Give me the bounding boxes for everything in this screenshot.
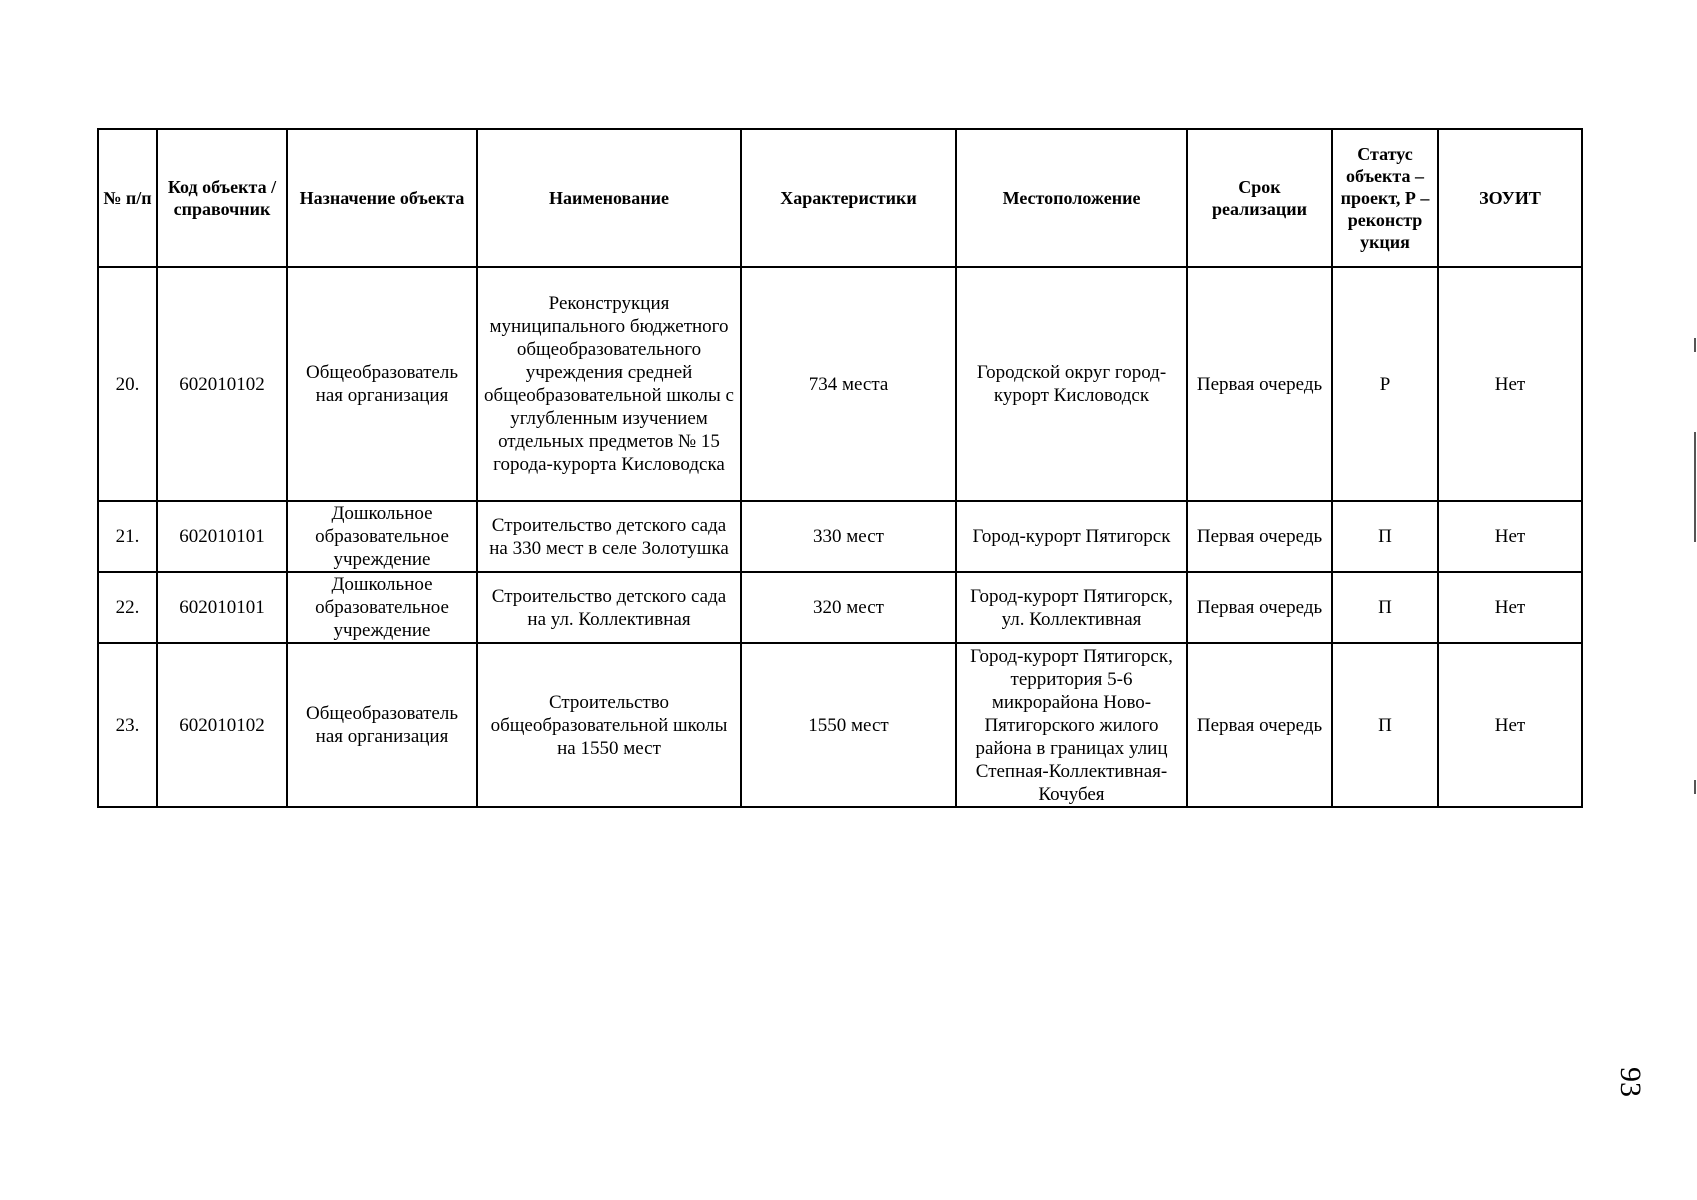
cell-zouit: Нет (1438, 643, 1582, 807)
cell-location: Городской округ город-курорт Кисловодск (956, 267, 1187, 501)
cell-characteristics: 734 места (741, 267, 956, 501)
cell-num: 20. (98, 267, 157, 501)
page-number: 93 (1614, 1067, 1647, 1097)
cell-characteristics: 1550 мест (741, 643, 956, 807)
cell-purpose: Дошкольное образовательное учреждение (287, 572, 477, 643)
cell-code: 602010102 (157, 643, 287, 807)
header-characteristics: Характеристики (741, 129, 956, 267)
cell-name: Строительство детского сада на 330 мест в селе Золотушка (477, 501, 741, 572)
header-purpose: Назначение объекта (287, 129, 477, 267)
cell-zouit: Нет (1438, 572, 1582, 643)
header-code: Код объекта / справочник (157, 129, 287, 267)
table-header-row (98, 129, 1582, 267)
cell-status: Р (1332, 267, 1438, 501)
cell-num: 23. (98, 643, 157, 807)
header-location: Местоположение (956, 129, 1187, 267)
cell-term: Первая очередь (1187, 643, 1332, 807)
cell-location: Город-курорт Пятигорск, территория 5-6 микрорайона Ново-Пятигорского жилого района в границах улиц Степная-Коллективная-Кочубея (956, 643, 1187, 807)
scan-mark (1694, 780, 1696, 794)
cell-status: П (1332, 501, 1438, 572)
cell-num: 22. (98, 572, 157, 643)
cell-code: 602010102 (157, 267, 287, 501)
cell-name: Строительство детского сада на ул. Коллективная (477, 572, 741, 643)
cell-zouit: Нет (1438, 267, 1582, 501)
table-row (98, 643, 1582, 807)
table-row (98, 572, 1582, 643)
header-name: Наименование (477, 129, 741, 267)
cell-zouit: Нет (1438, 501, 1582, 572)
objects-table (97, 128, 1583, 808)
cell-name: Реконструкция муниципального бюджетного общеобразовательного учреждения средней общеобразовательной школы с углубленным изучением отдельных предметов № 15 города-курорта Кисловодска (477, 267, 741, 501)
header-term: Срок реализации (1187, 129, 1332, 267)
scan-mark (1694, 432, 1696, 542)
cell-term: Первая очередь (1187, 501, 1332, 572)
cell-code: 602010101 (157, 501, 287, 572)
cell-num: 21. (98, 501, 157, 572)
header-zouit: ЗОУИТ (1438, 129, 1582, 267)
cell-status: П (1332, 572, 1438, 643)
cell-location: Город-курорт Пятигорск, ул. Коллективная (956, 572, 1187, 643)
table-row (98, 501, 1582, 572)
table-row (98, 267, 1582, 501)
cell-code: 602010101 (157, 572, 287, 643)
cell-characteristics: 320 мест (741, 572, 956, 643)
cell-term: Первая очередь (1187, 572, 1332, 643)
scan-mark (1694, 338, 1696, 352)
cell-status: П (1332, 643, 1438, 807)
header-status: Статус объекта – проект, Р – реконстр укция (1332, 129, 1438, 267)
cell-purpose: Общеобразователь ная организация (287, 643, 477, 807)
cell-purpose: Общеобразователь ная организация (287, 267, 477, 501)
cell-name: Строительство общеобразовательной школы на 1550 мест (477, 643, 741, 807)
cell-characteristics: 330 мест (741, 501, 956, 572)
cell-purpose: Дошкольное образовательное учреждение (287, 501, 477, 572)
header-num: № п/п (98, 129, 157, 267)
cell-location: Город-курорт Пятигорск (956, 501, 1187, 572)
cell-term: Первая очередь (1187, 267, 1332, 501)
